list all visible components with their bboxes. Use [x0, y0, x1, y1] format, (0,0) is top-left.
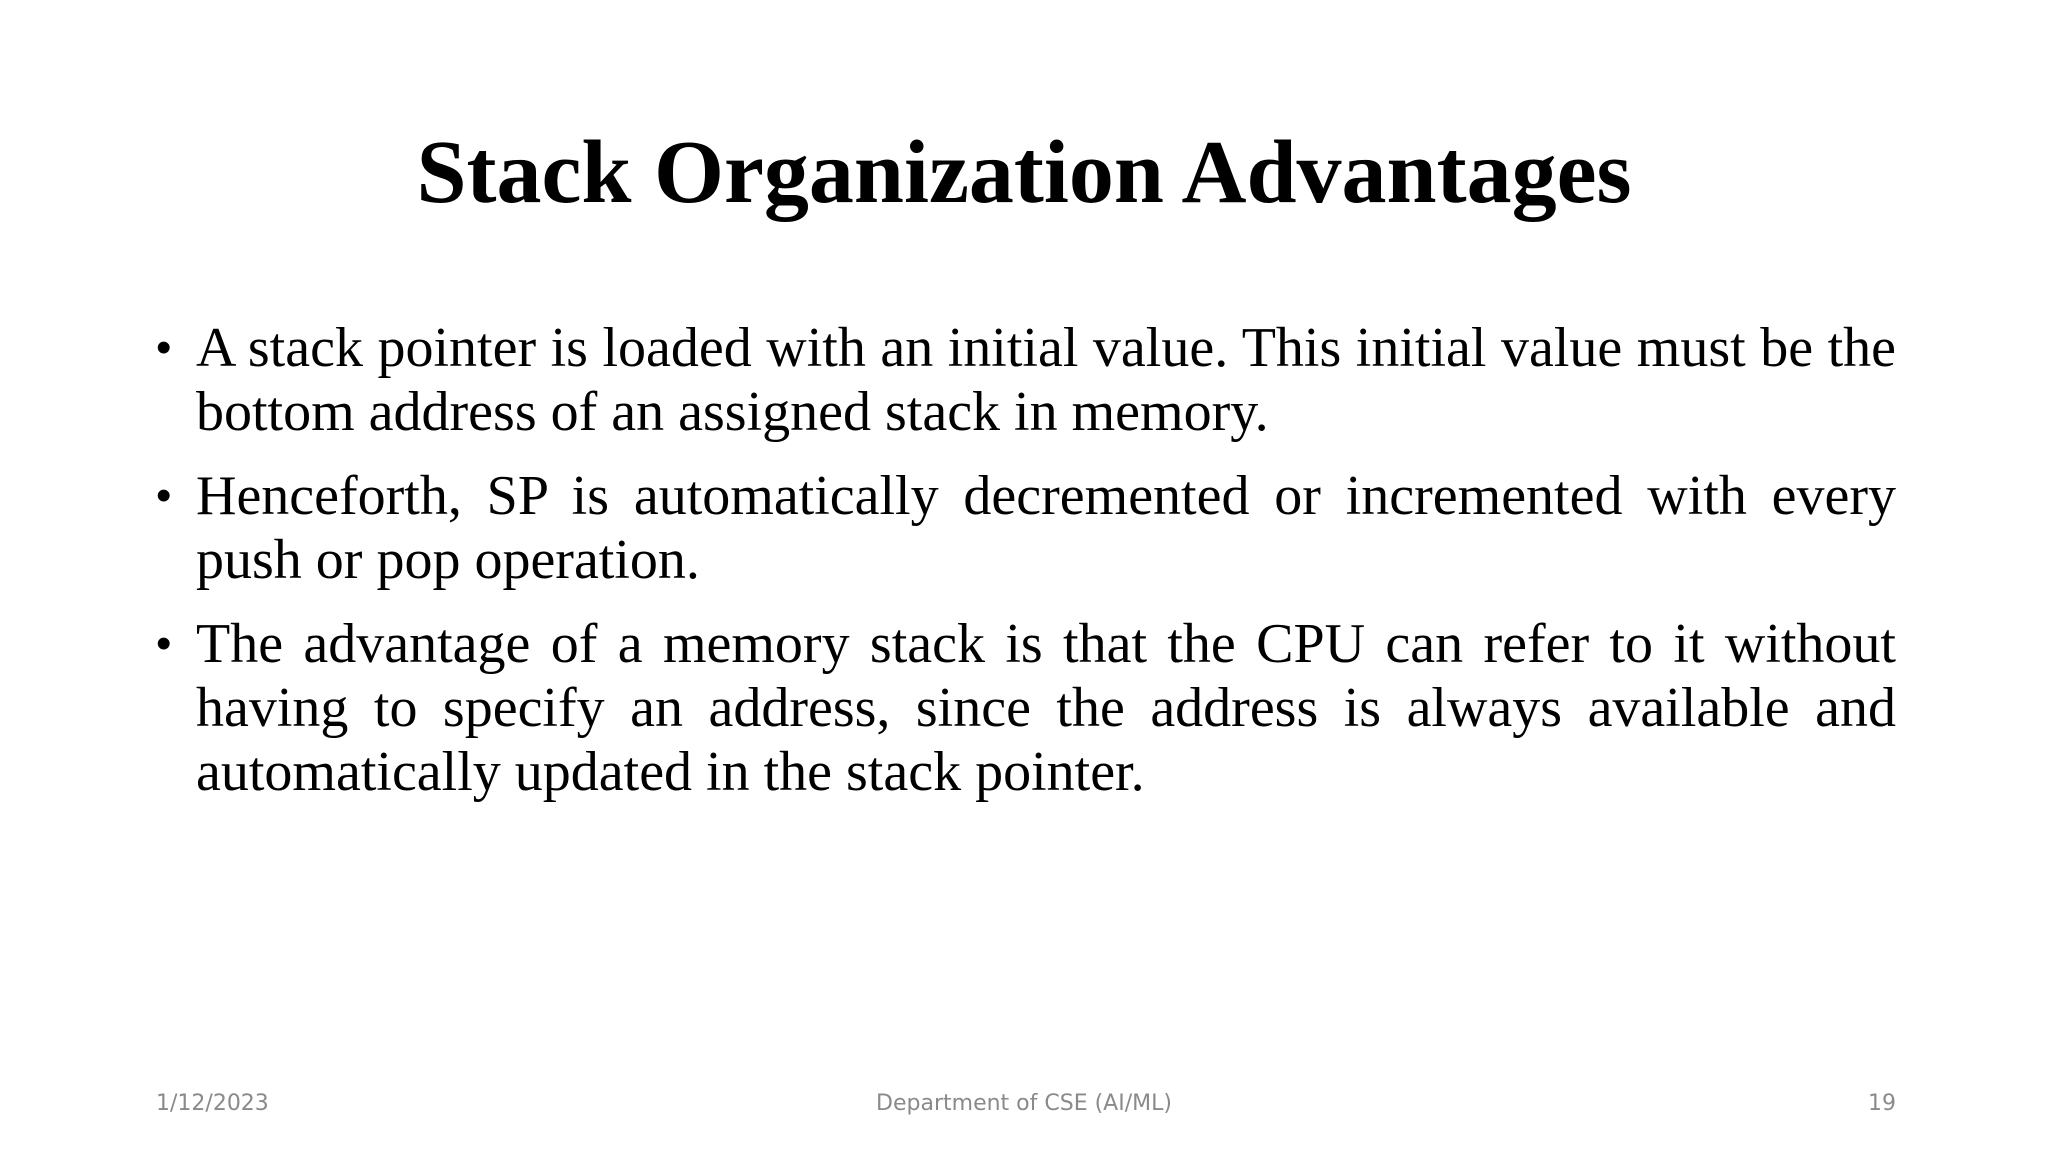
bullet-text: A stack pointer is loaded with an initial value. This initial value must be the bottom address of an assigned stack in memory.: [196, 317, 1896, 443]
bullet-item-3: [150, 612, 1896, 804]
footer-page-number: 19: [1868, 1091, 1896, 1116]
footer-date: 1/12/2023: [156, 1091, 269, 1116]
bullet-dot-icon: •: [156, 471, 172, 520]
slide-title: Stack Organization Advantages: [416, 123, 1632, 222]
bullet-text: The advantage of a memory stack is that the CPU can refer to it without having to specify an address, since the address is always available and automatically updated in the stack pointer.: [196, 613, 1896, 803]
bullet-dot-icon: •: [156, 619, 172, 668]
bullet-text: Henceforth, SP is automatically decremented or incremented with every push or pop operation.: [196, 465, 1896, 591]
footer-department: Department of CSE (AI/ML): [876, 1091, 1172, 1116]
bullet-dot-icon: •: [156, 323, 172, 372]
bullet-item-2: [150, 464, 1896, 592]
bullet-list: [150, 316, 1896, 824]
bullet-item-1: [150, 316, 1896, 444]
